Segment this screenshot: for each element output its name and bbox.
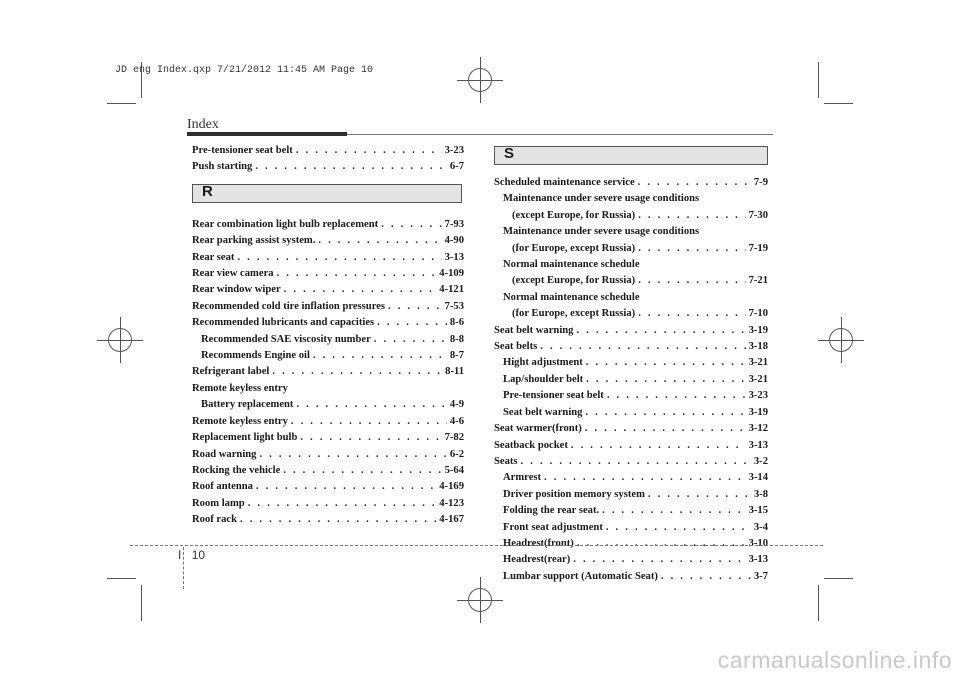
- index-subentry: Battery replacement . . . 4-9: [192, 397, 464, 413]
- index-entry: Seat belt warning . . . 3-19: [494, 323, 768, 339]
- registration-mark-right: [829, 328, 853, 352]
- crop-mark: [818, 62, 819, 98]
- index-subentry: Seat belt warning . . . 3-19: [494, 405, 768, 421]
- index-entry: Rear view camera . . . 4-109: [192, 266, 464, 282]
- index-column-left: [192, 143, 464, 529]
- index-entry: Seats . . . 3-2: [494, 454, 768, 470]
- index-entry: Pre-tensioner seat belt . . . 3-23: [192, 143, 464, 159]
- index-subentry: Front seat adjustment . . . 3-4: [494, 520, 768, 536]
- index-entry: Remote keyless entry . . . 4-6: [192, 414, 464, 430]
- page-number-value: 10: [191, 548, 206, 562]
- index-subentry: Armrest . . . 3-14: [494, 470, 768, 486]
- section-letter-r: R: [192, 184, 462, 203]
- index-entry: Seat belts . . . 3-18: [494, 339, 768, 355]
- page-number: [178, 548, 205, 562]
- index-entry: Roof antenna . . . 4-169: [192, 479, 464, 495]
- registration-mark-left: [108, 328, 132, 352]
- crop-mark: [107, 578, 136, 579]
- index-subentry: Headrest(front) . . . 3-10: [494, 536, 768, 552]
- section-letter-s: S: [494, 146, 768, 165]
- page-title: Index: [187, 117, 219, 132]
- index-subentry: Recommended SAE viscosity number . . . 8-8: [192, 332, 464, 348]
- index-entry: Recommended lubricants and capacities . . . 8-6: [192, 315, 464, 331]
- index-subentry: Lumbar support (Automatic Seat) . . . 3-7: [494, 569, 768, 585]
- index-entry: Push starting . . . 6-7: [192, 159, 464, 175]
- index-entry: Scheduled maintenance service . . . 7-9: [494, 175, 768, 191]
- index-entry: Rocking the vehicle . . . 5-64: [192, 463, 464, 479]
- index-entry: Seat warmer(front) . . . 3-12: [494, 421, 768, 437]
- index-subentry-heading: Maintenance under severe usage conditions: [503, 193, 700, 205]
- index-subentry: Lap/shoulder belt . . . 3-21: [494, 372, 768, 388]
- index-subentry: (for Europe, except Russia) . . . 7-10: [494, 306, 768, 322]
- index-subentry: Recommends Engine oil . . . 8-7: [192, 348, 464, 364]
- index-entry: Room lamp . . . 4-123: [192, 496, 464, 512]
- crop-mark: [824, 103, 853, 104]
- index-entry: Rear seat . . . 3-13: [192, 250, 464, 266]
- index-subentry: Hight adjustment . . . 3-21: [494, 355, 768, 371]
- index-subentry: Pre-tensioner seat belt . . . 3-23: [494, 388, 768, 404]
- index-subentry: (for Europe, except Russia) . . . 7-19: [494, 241, 768, 257]
- watermark: carmanualsonline.info: [717, 647, 952, 673]
- crop-mark: [141, 585, 142, 621]
- title-rule: [347, 134, 773, 135]
- index-subentry: (except Europe, for Russia) . . . 7-30: [494, 208, 768, 224]
- index-subentry-heading: Normal maintenance schedule: [503, 291, 640, 303]
- index-entry-heading: Remote keyless entry: [192, 382, 288, 394]
- index-entry: Replacement light bulb . . . 7-82: [192, 430, 464, 446]
- index-entry: Rear parking assist system. . . . 4-90: [192, 233, 464, 249]
- page-prefix: I: [178, 548, 182, 562]
- file-header: JD eng Index.qxp 7/21/2012 11:45 AM Page 10: [115, 65, 374, 76]
- index-entry: Seatback pocket . . . 3-13: [494, 438, 768, 454]
- index-entry: Refrigerant label . . . 8-11: [192, 364, 464, 380]
- index-column-right: [494, 146, 768, 585]
- crop-mark: [824, 578, 853, 579]
- index-entry: Rear window wiper . . . 4-121: [192, 282, 464, 298]
- index-subentry: Driver position memory system . . . 3-8: [494, 487, 768, 503]
- index-entry: Roof rack . . . 4-167: [192, 512, 464, 528]
- index-entry: Recommended cold tire inflation pressures . . . 7-53: [192, 299, 464, 315]
- index-entry: Road warning . . . 6-2: [192, 447, 464, 463]
- index-subentry: (except Europe, for Russia) . . . 7-21: [494, 273, 768, 289]
- footer-rule: [130, 545, 823, 546]
- index-subentry-heading: Maintenance under severe usage conditions: [503, 226, 700, 238]
- registration-mark-bottom: [468, 588, 492, 612]
- crop-mark: [107, 103, 136, 104]
- index-entry: Rear combination light bulb replacement . . . 7-93: [192, 217, 464, 233]
- crop-mark: [818, 585, 819, 621]
- index-subentry: Folding the rear seat. . . . 3-15: [494, 503, 768, 519]
- registration-mark-top: [468, 68, 492, 92]
- index-subentry: Headrest(rear) . . . 3-13: [494, 552, 768, 568]
- index-subentry-heading: Normal maintenance schedule: [503, 259, 640, 271]
- title-bar: [187, 132, 347, 136]
